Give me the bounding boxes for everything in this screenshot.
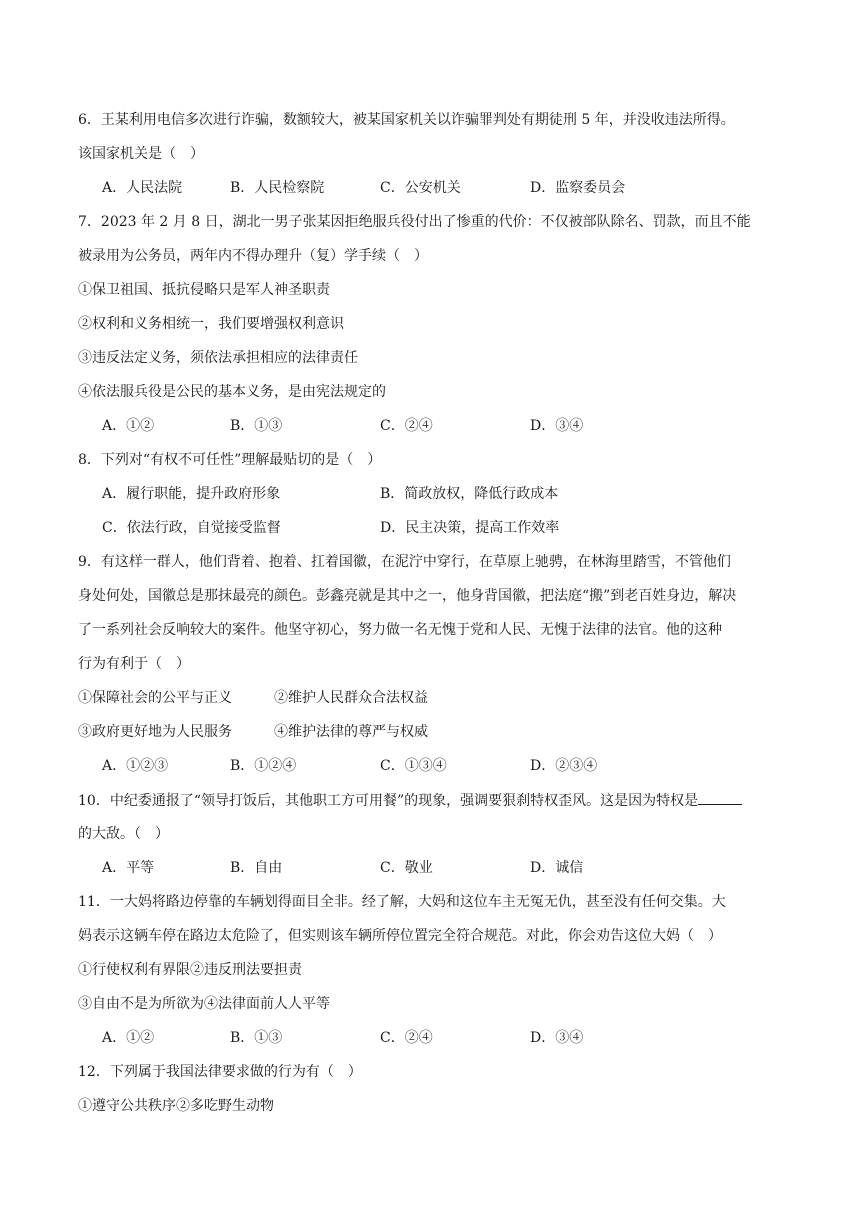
- q9-statement-1: ①保障社会的公平与正义: [78, 690, 232, 706]
- q8-option-b[interactable]: B．简政放权，降低行政成本: [380, 486, 559, 502]
- q6-option-b[interactable]: B．人民检察院: [230, 180, 325, 196]
- q9-stem-line-2: 身处何处，国徽总是那抹最亮的颜色。彭鑫亮就是其中之一，他身背国徽，把法庭“搬”到老百姓身边，解决: [78, 588, 737, 604]
- q9-stem-line-3: 了一系列社会反响较大的案件。他坚守初心，努力做一名无愧于党和人民、无愧于法律的法官。他的这种: [78, 622, 722, 638]
- q7-statement-4: ④依法服兵役是公民的基本义务，是由宪法规定的: [78, 384, 386, 400]
- q7-statement-1: ①保卫祖国、抵抗侵略只是军人神圣职责: [78, 282, 330, 298]
- q7-option-b[interactable]: B．①③: [230, 418, 283, 434]
- q10-stem-line-2: 的大敌。（ ）: [78, 826, 169, 842]
- q11-option-b[interactable]: B．①③: [230, 1030, 283, 1046]
- q7-stem-line-2: 被录用为公务员，两年内不得办理升（复）学手续（ ）: [78, 248, 428, 264]
- q10-stem-line-1: [78, 790, 742, 810]
- q11-statement-line-2: ③自由不是为所欲为④法律面前人人平等: [78, 996, 330, 1012]
- q7-statement-2: ②权利和义务相统一，我们要增强权利意识: [78, 316, 344, 332]
- q6-option-c[interactable]: C．公安机关: [380, 180, 461, 196]
- q9-statement-3: ③政府更好地为人民服务: [78, 724, 232, 740]
- q11-option-d[interactable]: D．③④: [530, 1030, 584, 1046]
- q9-stem-line-1: 9．有这样一群人，他们背着、抱着、扛着国徽，在泥泞中穿行，在草原上驰骋，在林海里踏雪，不管他们: [78, 554, 731, 570]
- q6-option-a[interactable]: A．人民法院: [102, 180, 183, 196]
- q11-stem-line-1: 11．一大妈将路边停靠的车辆划得面目全非。经了解，大妈和这位车主无冤无仇，甚至没有任何交集。大: [78, 894, 726, 910]
- q9-statement-2: ②维护人民群众合法权益: [274, 690, 428, 706]
- q10-option-c[interactable]: C．敬业: [380, 860, 433, 876]
- q11-option-a[interactable]: A．①②: [102, 1030, 155, 1046]
- q10-stem-text: 10．中纪委通报了“领导打饭后，其他职工方可用餐”的现象，强调要狠刹特权歪风。这是因为特权是: [78, 793, 699, 809]
- q8-option-a[interactable]: A．履行职能，提升政府形象: [102, 486, 281, 502]
- q7-stem-line-1: 7．2023 年 2 月 8 日，湖北一男子张某因拒绝服兵役付出了惨重的代价：不仅被部队除名、罚款，而且不能: [78, 214, 751, 230]
- q10-option-a[interactable]: A．平等: [102, 860, 155, 876]
- q9-option-c[interactable]: C．①③④: [380, 758, 447, 774]
- q12-statement-line-1: ①遵守公共秩序②多吃野生动物: [78, 1098, 274, 1114]
- q11-option-c[interactable]: C．②④: [380, 1030, 433, 1046]
- q7-option-c[interactable]: C．②④: [380, 418, 433, 434]
- q10-option-d[interactable]: D．诚信: [530, 860, 584, 876]
- q6-stem-line-1: 6．王某利用电信多次进行诈骗，数额较大，被某国家机关以诈骗罪判处有期徒刑 5 年，并没收违法所得。: [78, 112, 735, 128]
- q11-stem-line-2: 妈表示这辆车停在路边太危险了，但实则该车辆所停位置完全符合规范。对此，你会劝告这位大妈（ ）: [78, 928, 722, 944]
- q12-stem: 12．下列属于我国法律要求做的行为有（ ）: [78, 1064, 362, 1080]
- q6-option-d[interactable]: D．监察委员会: [530, 180, 626, 196]
- q8-option-c[interactable]: C．依法行政，自觉接受监督: [102, 520, 281, 536]
- q7-option-a[interactable]: A．①②: [102, 418, 155, 434]
- q8-stem: 8．下列对“有权不可任性”理解最贴切的是（ ）: [78, 452, 382, 468]
- q9-statement-4: ④维护法律的尊严与权威: [274, 724, 428, 740]
- fill-in-blank: [698, 790, 742, 805]
- q10-option-b[interactable]: B．自由: [230, 860, 283, 876]
- q9-option-a[interactable]: A．①②③: [102, 758, 169, 774]
- q11-statement-line-1: ①行使权利有界限②违反刑法要担责: [78, 962, 302, 978]
- q7-option-d[interactable]: D．③④: [530, 418, 584, 434]
- q9-option-b[interactable]: B．①②④: [230, 758, 297, 774]
- q7-statement-3: ③违反法定义务，须依法承担相应的法律责任: [78, 350, 358, 366]
- q6-stem-line-2: 该国家机关是（ ）: [78, 146, 204, 162]
- q9-option-d[interactable]: D．②③④: [530, 758, 598, 774]
- q8-option-d[interactable]: D．民主决策，提高工作效率: [380, 520, 560, 536]
- q9-stem-line-4: 行为有利于（ ）: [78, 656, 190, 672]
